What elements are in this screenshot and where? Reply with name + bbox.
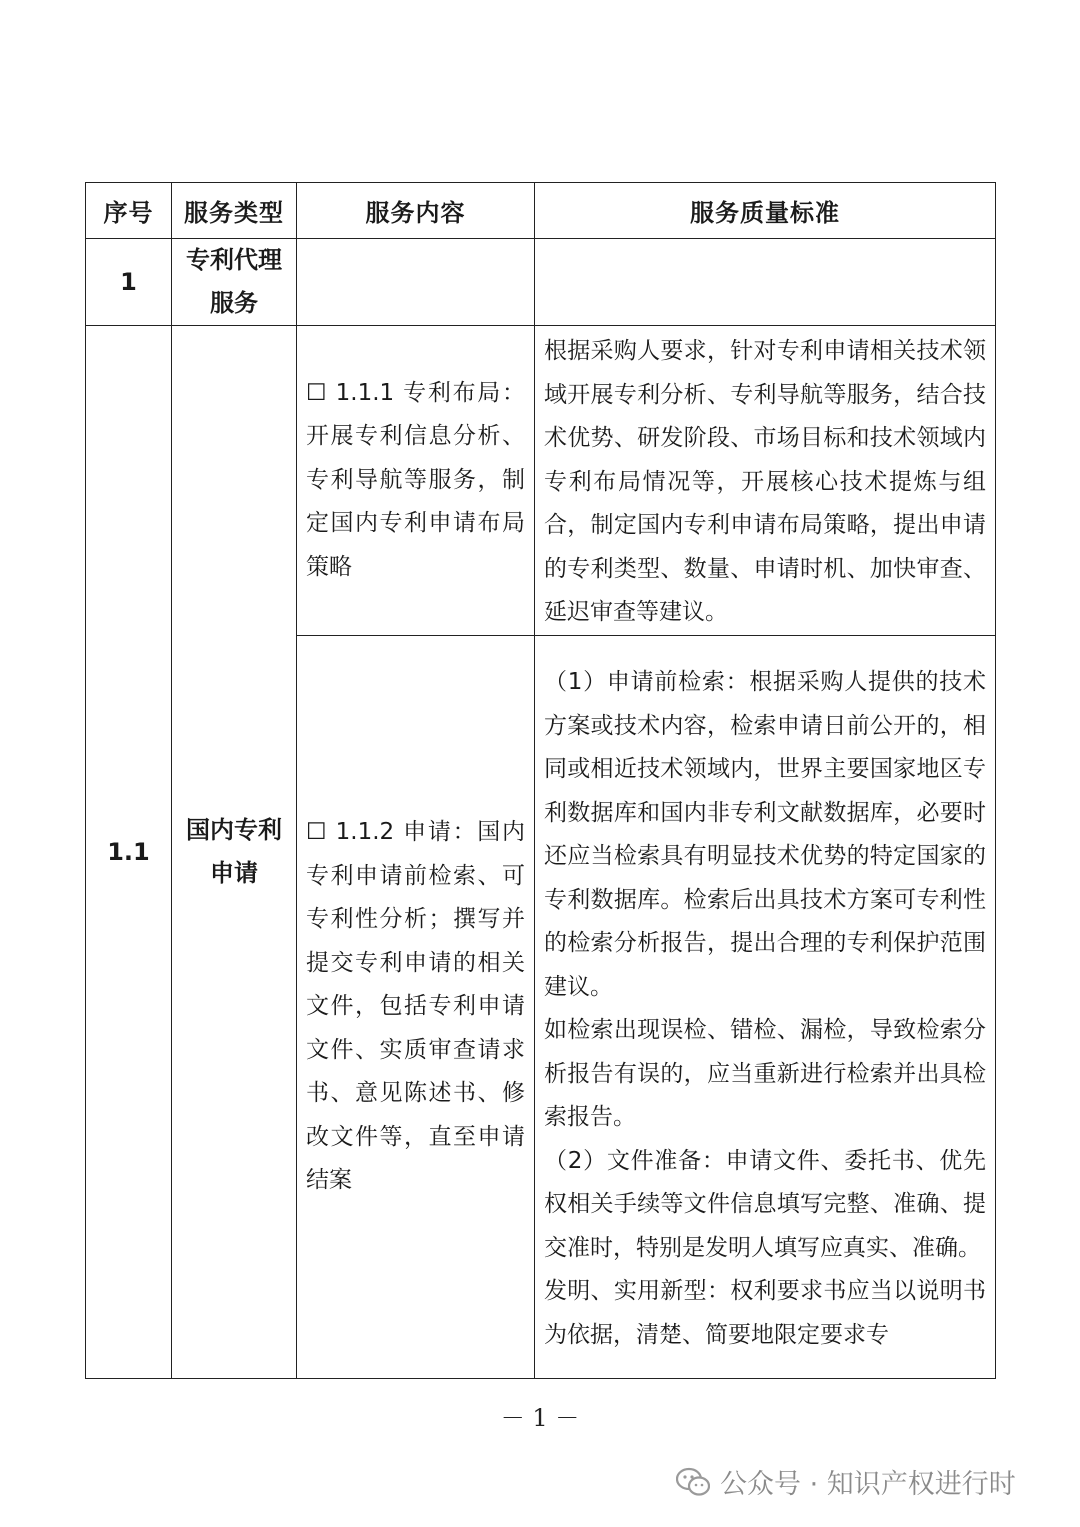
service-standard-table: [85, 182, 996, 1379]
table-row: [86, 239, 996, 326]
header-number: 序号: [86, 183, 172, 239]
service-type-line: 申请: [210, 859, 258, 887]
item-standard-patent-layout: 根据采购人要求，针对专利申请相关技术领域开展专利分析、专利导航等服务，结合技术优势、研发阶段、市场目标和技术领域内专利布局情况等，开展核心技术提炼与组合，制定国内专利申请布局策略，提出申请的专利类型、数量、申请时机、加快审查、延迟审查等建议。: [535, 326, 996, 636]
table-row: [86, 326, 996, 636]
header-quality-standard: 服务质量标准: [535, 183, 996, 239]
item-standard-application: [535, 636, 996, 1379]
service-type-line: 国内专利: [186, 816, 282, 844]
item-content-application: ☐ 1.1.2 申请：国内专利申请前检索、可专利性分析；撰写并提交专利申请的相关文件，包括专利申请文件、实质审查请求书、意见陈述书、修改文件等，直至申请结案: [297, 636, 535, 1379]
table-header-row: [86, 183, 996, 239]
wechat-icon: [676, 1467, 710, 1497]
row-service-content: [297, 239, 535, 326]
header-service-type: 服务类型: [172, 183, 297, 239]
standard-paragraph: （2）文件准备：申请文件、委托书、优先权相关手续等文件信息填写完整、准确、提交准时，特别是发明人填写应真实、准确。: [544, 1147, 986, 1261]
row-service-type: [172, 326, 297, 1379]
standard-paragraph: 如检索出现误检、错检、漏检，导致检索分析报告有误的，应当重新进行检索并出具检索报告。: [544, 1017, 986, 1130]
watermark-text: 公众号 · 知识产权进行时: [720, 1469, 1016, 1500]
standard-paragraph: 发明、实用新型：权利要求书应当以说明书为依据，清楚、简要地限定要求专: [544, 1278, 986, 1348]
header-service-content: 服务内容: [297, 183, 535, 239]
service-type-line: 专利代理: [186, 246, 282, 274]
page-number: － 1 －: [500, 1404, 580, 1432]
row-quality-standard: [535, 239, 996, 326]
standard-paragraph: （1）申请前检索：根据采购人提供的技术方案或技术内容，检索申请日前公开的，相同或相近技术领域内，世界主要国家地区专利数据库和国内非专利文献数据库，必要时还应当检索具有明显技术优势的特定国家的专利数据库。检索后出具技术方案可专利性的检索分析报告，提出合理的专利保护范围建议。: [544, 669, 986, 1000]
row-number: 1.1: [86, 326, 172, 1379]
watermark: [676, 1462, 1016, 1501]
item-content-patent-layout: ☐ 1.1.1 专利布局：开展专利信息分析、专利导航等服务，制定国内专利申请布局策略: [297, 326, 535, 636]
service-type-line: 服务: [210, 289, 258, 317]
row-number: 1: [86, 239, 172, 326]
row-service-type: [172, 239, 297, 326]
